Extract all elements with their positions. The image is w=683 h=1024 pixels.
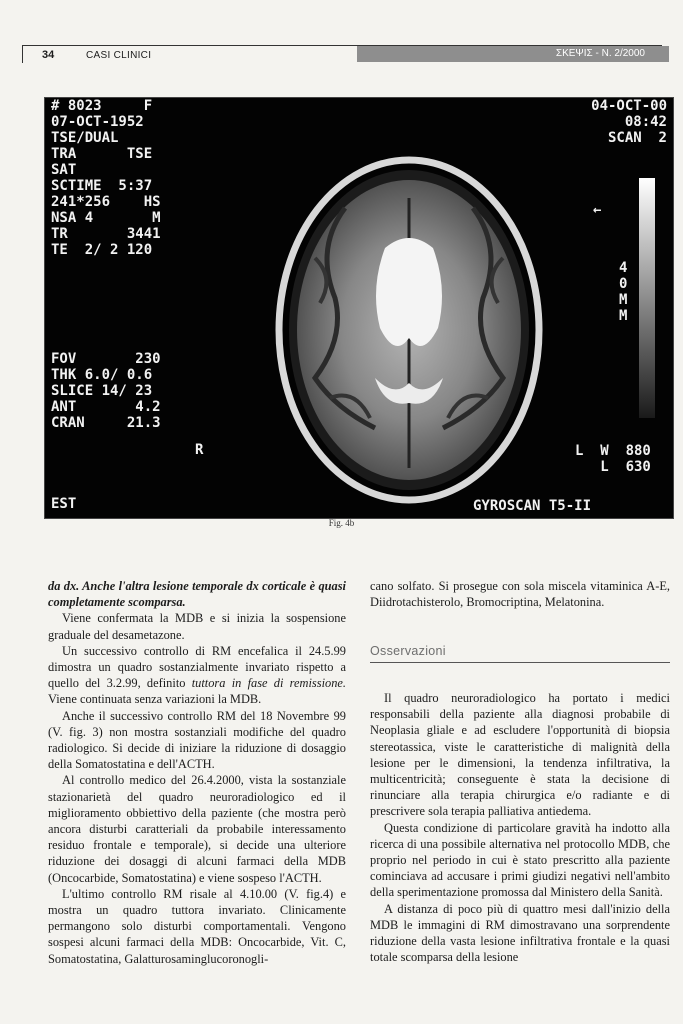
journal-band: ΣΚΕΨΙΣ - N. 2/2000 bbox=[357, 46, 669, 62]
paragraph: Anche il successivo controllo RM del 18 Novembre 99 (V. fig. 3) non mostra sostanziali modifiche del quadro radiologico. Si decide di iniziare la riduzione di dosaggio della Somatostatina e dell'ACTH. bbox=[48, 708, 346, 772]
paragraph: da dx. Anche l'altra lesione temporale dx corticale è quasi completamente scomparsa. bbox=[48, 579, 346, 610]
right-column bbox=[370, 690, 670, 965]
window-level: L W 880 L 630 bbox=[575, 443, 651, 475]
figure-caption: Fig. 4b bbox=[328, 518, 355, 528]
section-label: CASI CLINICI bbox=[86, 50, 152, 61]
scan-parameters: FOV 230 THK 6.0/ 0.6 SLICE 14/ 23 ANT 4.2 CRAN 21.3 bbox=[51, 351, 161, 431]
orientation-marker: R bbox=[195, 442, 204, 458]
paragraph: Viene confermata la MDB e si inizia la sospensione graduale del desametazone. bbox=[48, 611, 346, 642]
italic-text-run: tuttora in fase di remissione. bbox=[191, 676, 346, 691]
paragraph: Il quadro neuroradiologico ha portato i medici responsabili della paziente alla diagnosi probabile di Neoplasia gliale e ad escludere l'opportunità di biopsia stereotassica, viste le caratteristiche di malignità della lesione per le dimensioni, la tendenza infiltrativa, la multicentricità; conseguente è stata la decisione di rinunciare alla terapia chirurgica e/o radiante e di prescrivere sola terapia palliativa antiedema. bbox=[370, 691, 670, 819]
est-label: EST bbox=[51, 496, 77, 512]
left-column bbox=[48, 578, 346, 967]
text-run: Un successivo controllo di RM encefalica il 24.5.99 dimostra un quadro sostanzialmente invariato rispetto a quello del 3.2.99, definito bbox=[48, 643, 346, 691]
scale-label: 4 0 M M bbox=[619, 260, 628, 324]
paragraph: Questa condizione di particolare gravità ha indotto alla ricerca di una possibile alternativa nel protocollo MDB, che proprio nel periodo in cui è stato prescritto alla paziente cominciava ad accusare i primi giudizi negativi nell'ambito della sperimentazione promossa dal Ministero della Sanità. bbox=[370, 820, 670, 900]
arrow-icon: ← bbox=[593, 202, 602, 218]
paragraph: Al controllo medico del 26.4.2000, vista la sostanziale stazionarietà del quadro neuroradiologico ed il miglioramento obbiettivo della paziente (che mostra però ancora disturbi caratteriali da probabile interessamento residuo frontale e temporale), si decide una ulteriore riduzione dei dosaggi di alcuni farmaci della MDB (Oncocarbide, Somatostatina) e viene sospeso l'ACTH. bbox=[48, 773, 346, 885]
text-run: Viene continuata senza variazioni la MDB. bbox=[48, 692, 262, 707]
section-title: Osservazioni bbox=[370, 644, 446, 658]
header-tick bbox=[22, 45, 23, 63]
scanner-model: GYROSCAN T5-II bbox=[473, 498, 592, 514]
scan-date-meta: 04-OCT-00 08:42 SCAN 2 bbox=[591, 98, 667, 146]
section-rule bbox=[370, 662, 670, 663]
scan-patient-meta: # 8023 F 07-OCT-1952 TSE/DUAL TRA TSE SAT SCTIME 5:37 241*256 HS NSA 4 M TR 3441 TE 2/ 2 120 bbox=[51, 98, 161, 258]
paragraph: L'ultimo controllo RM risale al 4.10.00 (V. fig.4) e mostra un quadro tuttora invariato. Clinicamente permangono solo disturbi comportamentali. Vengono sospesi alcuni farmaci della MDB: Oncocarbide, Vit. C, Somatostatina, Galatturosaminglucoronogli- bbox=[48, 886, 346, 966]
paragraph: cano solfato. Si prosegue con sola miscela vitaminica A-E, Diidrotachisterolo, Bromocriptina, Melatonina. bbox=[370, 579, 670, 610]
right-column-top bbox=[370, 578, 670, 610]
paragraph: A distanza di poco più di quattro mesi dall'inizio della MDB le immagini di RM dimostravano una sorprendente riduzione della vasta lesione infiltrativa frontale e la quasi totale scomparsa della lesione bbox=[370, 901, 670, 965]
mri-scan-image bbox=[44, 97, 674, 519]
paragraph bbox=[48, 643, 346, 708]
page-number: 34 bbox=[42, 49, 55, 61]
